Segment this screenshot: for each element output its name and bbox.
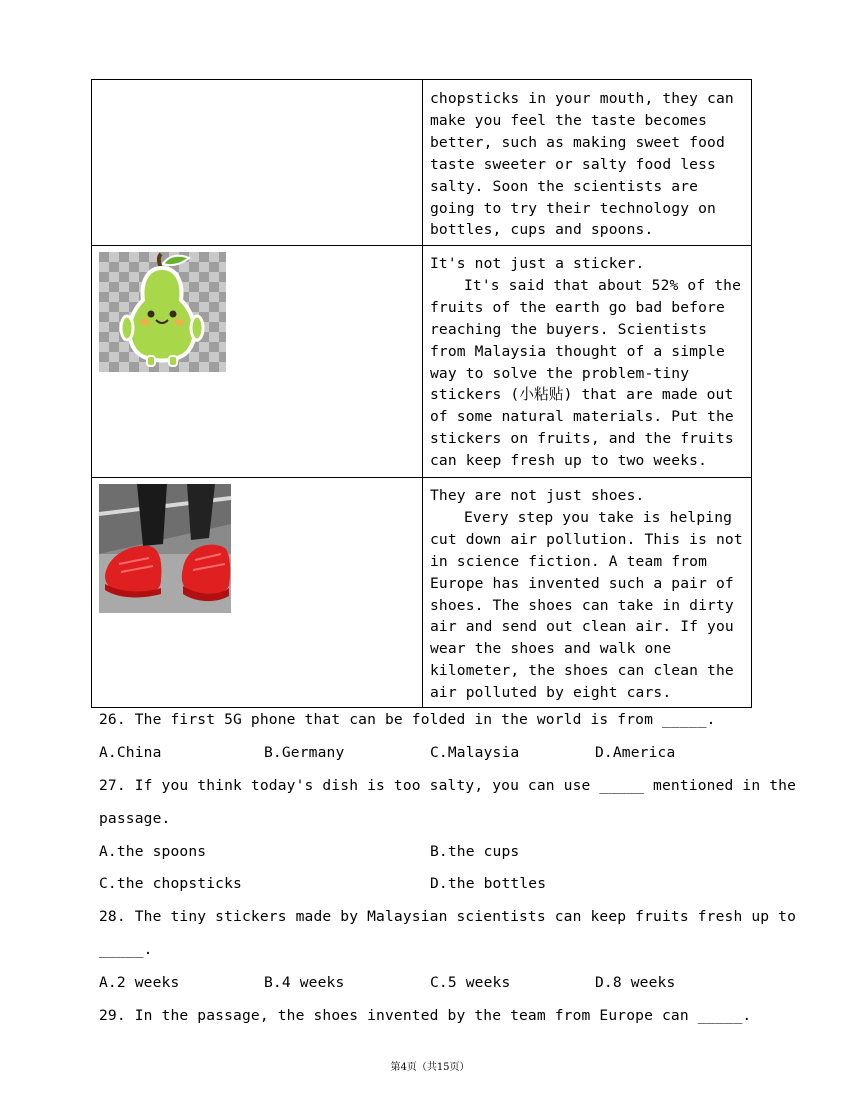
question-28-option-c: C.5 weeks bbox=[430, 974, 511, 991]
article-table bbox=[91, 79, 752, 708]
question-28-option-d: D.8 weeks bbox=[595, 974, 676, 991]
table-row-divider bbox=[92, 245, 751, 246]
row1-text: chopsticks in your mouth, they can make you feel the taste becomes better, such as making sweet food taste sweeter or salty food less salty. Soon the scientists are going to try their technology on bottles, cups and spoons. bbox=[430, 90, 734, 239]
row2-text-cell bbox=[430, 253, 748, 472]
row3-text: Every step you take is helping cut down air pollution. This is not in science fiction. A team from Europe has invented such a pair of shoes. The shoes can take in dirty air and send out clean air. If you wear the shoes and walk one kilometer, the shoes can clean the air polluted by eight cars. bbox=[430, 508, 743, 702]
question-26-option-a: A.China bbox=[99, 744, 162, 761]
table-row-divider bbox=[92, 477, 751, 478]
question-26-option-d: D.America bbox=[595, 744, 676, 761]
question-28-option-a: A.2 weeks bbox=[99, 974, 180, 991]
question-26-stem: 26. The first 5G phone that can be folded in the world is from _____. bbox=[99, 711, 716, 728]
question-28-stem-continued: _____. bbox=[99, 941, 153, 958]
row2-title: It's not just a sticker. bbox=[430, 255, 645, 272]
row3-title: They are not just shoes. bbox=[430, 487, 645, 504]
question-27-option-b: B.the cups bbox=[430, 843, 520, 860]
row3-text-cell bbox=[430, 485, 748, 704]
question-27-stem-continued: passage. bbox=[99, 810, 171, 827]
page-footer: 第4页（共15页） bbox=[390, 1062, 470, 1073]
table-column-divider bbox=[422, 80, 423, 707]
red-shoes-photo bbox=[99, 484, 231, 613]
red-shoes-image bbox=[99, 484, 231, 613]
question-28-option-b: B.4 weeks bbox=[264, 974, 345, 991]
question-27-stem: 27. If you think today's dish is too salty, you can use _____ mentioned in the bbox=[99, 777, 797, 794]
pear-sticker-image bbox=[99, 252, 226, 372]
question-26-option-c: C.Malaysia bbox=[430, 744, 520, 761]
question-29-stem: 29. In the passage, the shoes invented by the team from Europe can _____. bbox=[99, 1007, 752, 1024]
question-27-option-c: C.the chopsticks bbox=[99, 875, 242, 892]
question-27-option-a: A.the spoons bbox=[99, 843, 207, 860]
question-26-option-b: B.Germany bbox=[264, 744, 345, 761]
row1-text-cell bbox=[430, 88, 748, 241]
pear-sticker-icon bbox=[99, 252, 226, 372]
question-27-option-d: D.the bottles bbox=[430, 875, 547, 892]
row2-text: It's said that about 52% of the fruits of the earth go bad before reaching the buyers. Scientists from Malaysia thought of a simple way to solve the problem-tiny stickers (小粘贴) that are made out of some natural materials. Put the stickers on fruits, and the fruits can keep fresh up to two weeks. bbox=[430, 276, 742, 470]
question-28-stem: 28. The tiny stickers made by Malaysian scientists can keep fruits fresh up to bbox=[99, 908, 797, 925]
